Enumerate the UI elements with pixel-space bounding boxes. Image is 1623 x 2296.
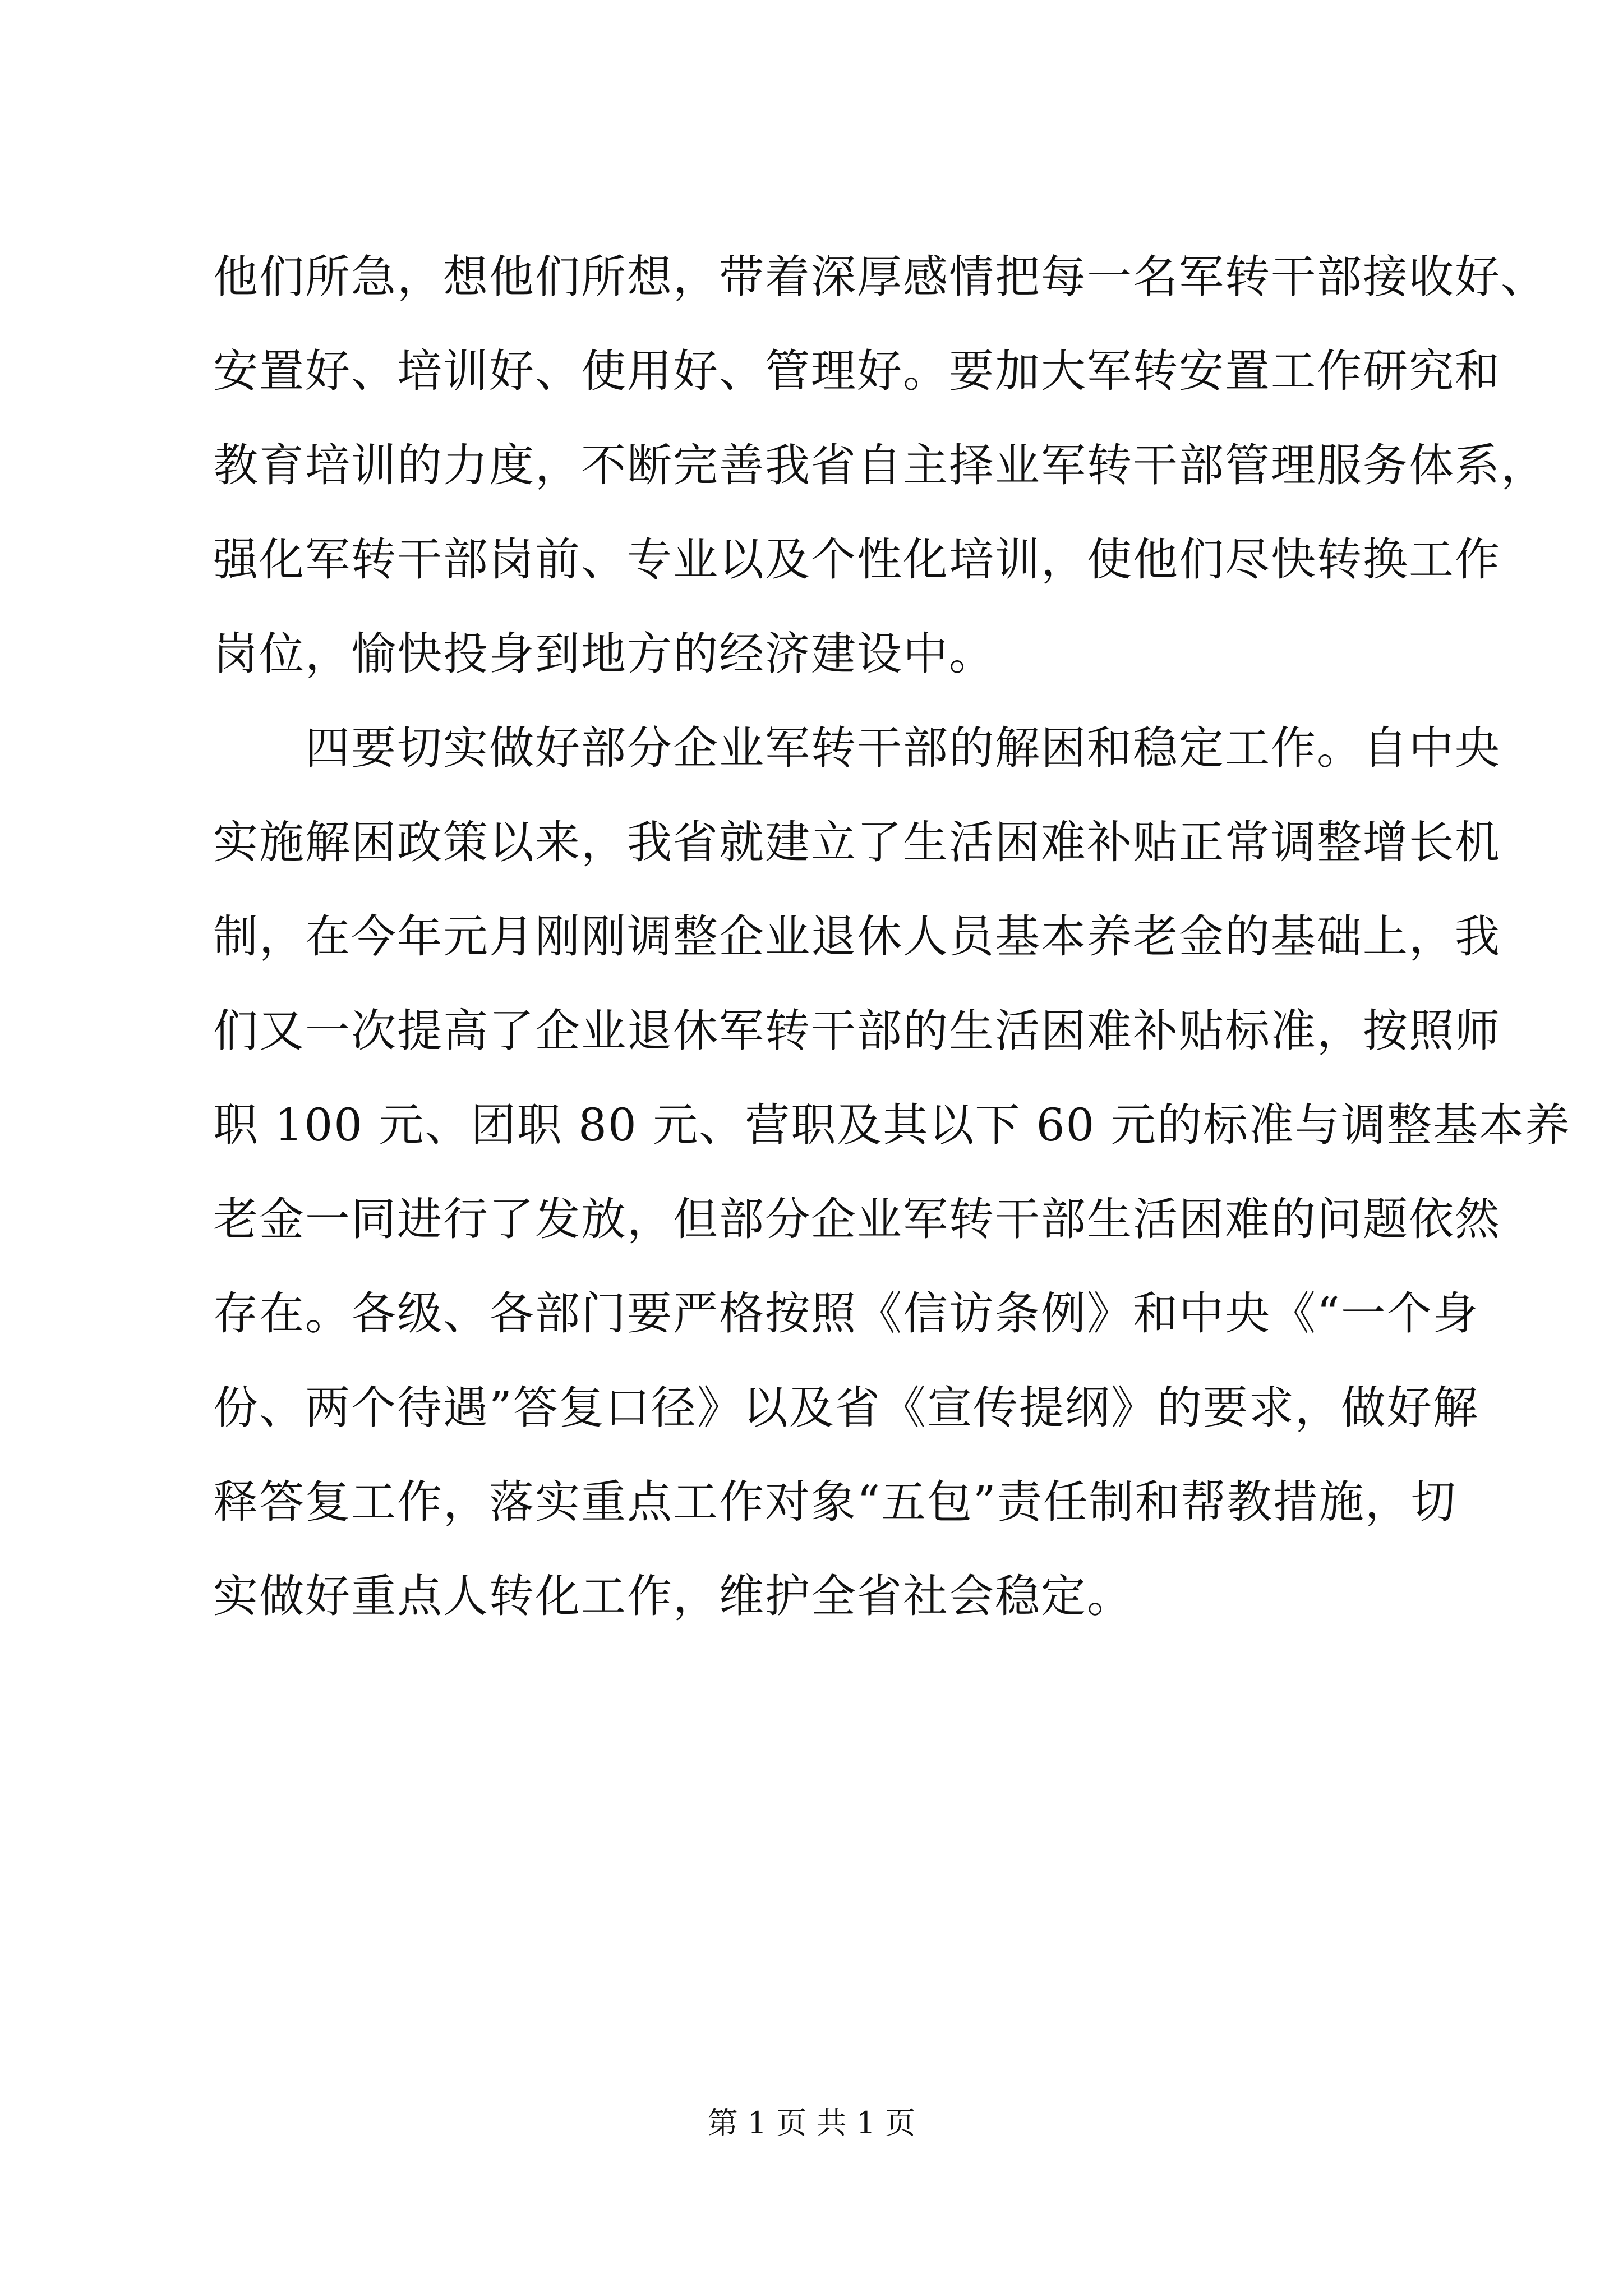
text-line: 份、两个待遇”答复口径》以及省《宣传提纲》的要求，做好解 — [213, 1382, 1479, 1434]
text-line: 安置好、培训好、使用好、管理好。要加大军转安置工作研究和 — [213, 345, 1501, 397]
text-line: 释答复工作，落实重点工作对象“五包”责任制和帮教措施，切 — [213, 1476, 1457, 1528]
text-line: 们又一次提高了企业退休军转干部的生活困难补贴标准，按照师 — [213, 1005, 1501, 1057]
text-line: 职 100 元、团职 80 元、营职及其以下 60 元的标准与调整基本养 — [213, 1099, 1571, 1151]
paragraph-first-line: 四要切实做好部分企业军转干部的解困和稳定工作。自中央 — [305, 722, 1501, 774]
page-footer: 第 1 页 共 1 页 — [707, 2105, 916, 2141]
body-text — [213, 230, 1571, 1644]
text-line: 存在。各级、各部门要严格按照《信访条例》和中央《“一个身 — [213, 1287, 1479, 1340]
text-line: 他们所急，想他们所想，带着深厚感情把每一名军转干部接收好、 — [213, 251, 1547, 303]
text-line: 强化军转干部岗前、专业以及个性化培训，使他们尽快转换工作 — [213, 533, 1501, 586]
text-line: 老金一同进行了发放，但部分企业军转干部生活困难的问题依然 — [213, 1193, 1501, 1245]
text-line: 制，在今年元月刚刚调整企业退休人员基本养老金的基础上，我 — [213, 910, 1501, 963]
text-line: 岗位，愉快投身到地方的经济建设中。 — [213, 628, 995, 680]
text-line: 教育培训的力度，不断完善我省自主择业军转干部管理服务体系， — [213, 439, 1547, 491]
text-line: 实施解困政策以来，我省就建立了生活困难补贴正常调整增长机 — [213, 816, 1501, 868]
text-line: 实做好重点人转化工作，维护全省社会稳定。 — [213, 1570, 1133, 1622]
